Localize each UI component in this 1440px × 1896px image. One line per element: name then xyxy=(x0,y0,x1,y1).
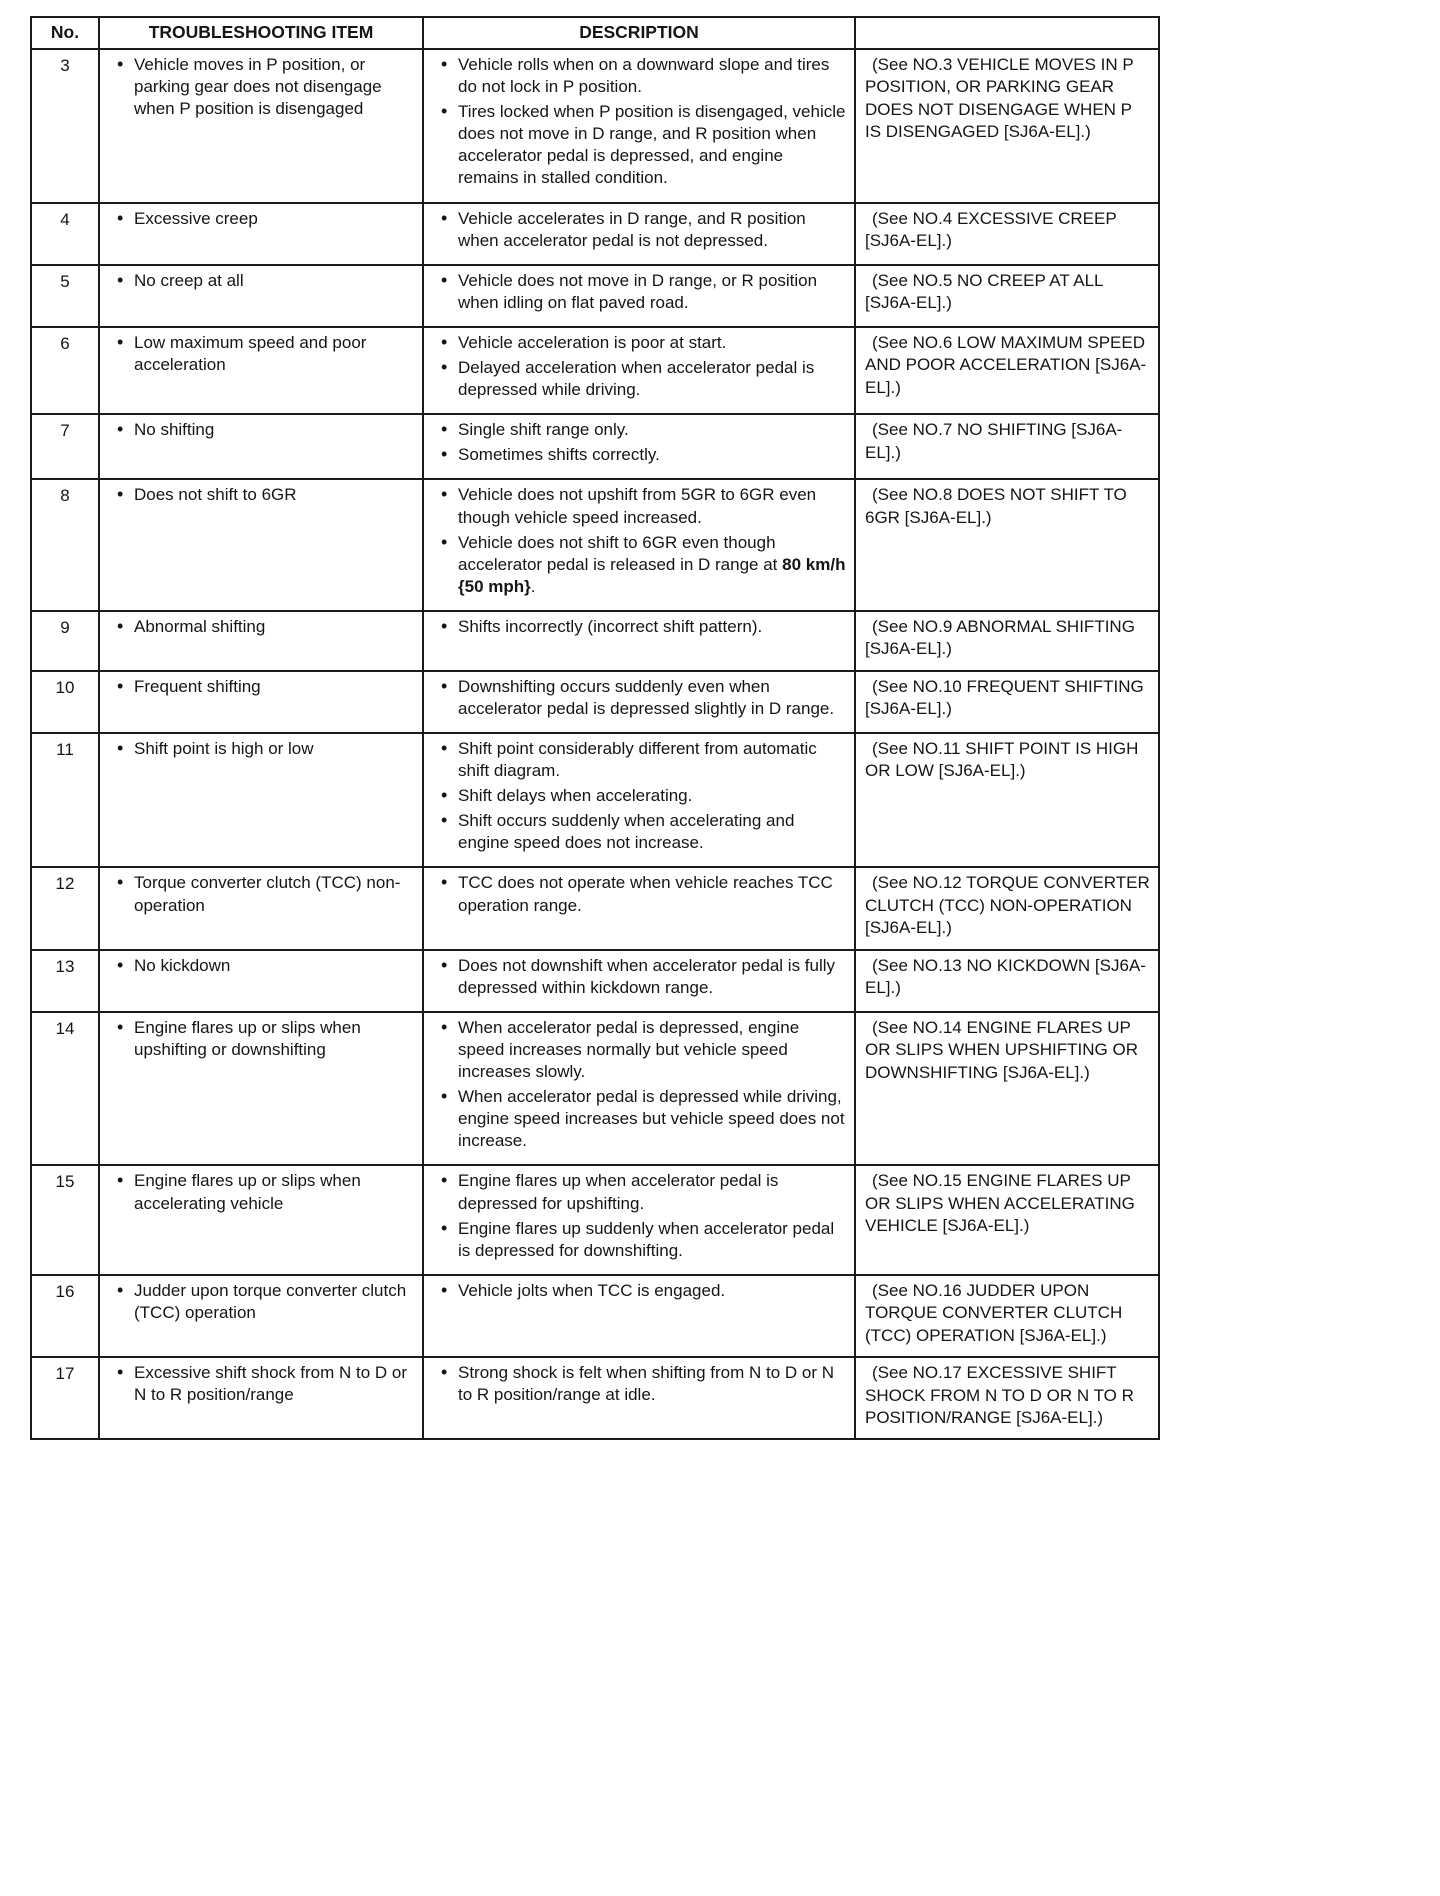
reference-cell: (See NO.13 NO KICKDOWN [SJ6A-EL].) xyxy=(855,950,1159,1012)
bullet-item: • Shifts incorrectly (incorrect shift pattern). xyxy=(458,616,846,638)
item-list xyxy=(108,54,414,120)
description-list xyxy=(432,738,846,854)
troubleshooting-item-cell xyxy=(99,867,423,949)
troubleshooting-item-cell xyxy=(99,414,423,479)
troubleshooting-item-cell xyxy=(99,1165,423,1274)
row-number: 8 xyxy=(31,479,99,610)
table-row xyxy=(31,671,1159,733)
reference-cell: (See NO.7 NO SHIFTING [SJ6A-EL].) xyxy=(855,414,1159,479)
header-reference xyxy=(855,17,1159,49)
table-row xyxy=(31,1357,1159,1439)
description-cell xyxy=(423,414,855,479)
bullet-item: • Strong shock is felt when shifting from N to D or N to R position/range at idle. xyxy=(458,1362,846,1406)
bullet-item: • Vehicle moves in P position, or parking gear does not disengage when P position is disengaged xyxy=(134,54,414,120)
description-list xyxy=(432,484,846,597)
description-cell xyxy=(423,265,855,327)
item-list xyxy=(108,208,414,230)
bullet-item: • Frequent shifting xyxy=(134,676,414,698)
description-list xyxy=(432,54,846,190)
row-number: 7 xyxy=(31,414,99,479)
bullet-item: • Engine flares up suddenly when accelerator pedal is depressed for downshifting. xyxy=(458,1218,846,1262)
troubleshooting-item-cell xyxy=(99,1357,423,1439)
bullet-item: • Shift point considerably different from automatic shift diagram. xyxy=(458,738,846,782)
description-list xyxy=(432,1170,846,1261)
table-header xyxy=(31,17,1159,49)
description-list xyxy=(432,1362,846,1406)
table-row xyxy=(31,414,1159,479)
reference-cell: (See NO.6 LOW MAXIMUM SPEED AND POOR ACCELERATION [SJ6A-EL].) xyxy=(855,327,1159,414)
reference-cell: (See NO.5 NO CREEP AT ALL [SJ6A-EL].) xyxy=(855,265,1159,327)
description-cell xyxy=(423,867,855,949)
item-list xyxy=(108,484,414,506)
item-list xyxy=(108,419,414,441)
bullet-item: • Vehicle does not upshift from 5GR to 6GR even though vehicle speed increased. xyxy=(458,484,846,528)
troubleshooting-item-cell xyxy=(99,671,423,733)
reference-cell: (See NO.15 ENGINE FLARES UP OR SLIPS WHEN ACCELERATING VEHICLE [SJ6A-EL].) xyxy=(855,1165,1159,1274)
table-row xyxy=(31,611,1159,671)
bullet-item: • When accelerator pedal is depressed, engine speed increases normally but vehicle speed increases slowly. xyxy=(458,1017,846,1083)
troubleshooting-item-cell xyxy=(99,327,423,414)
bullet-item: • Low maximum speed and poor acceleration xyxy=(134,332,414,376)
table-row xyxy=(31,1012,1159,1166)
description-cell xyxy=(423,203,855,265)
bullet-item: • Engine flares up when accelerator pedal is depressed for upshifting. xyxy=(458,1170,846,1214)
description-cell xyxy=(423,671,855,733)
row-number: 5 xyxy=(31,265,99,327)
bullet-item: • Shift delays when accelerating. xyxy=(458,785,846,807)
reference-cell: (See NO.17 EXCESSIVE SHIFT SHOCK FROM N TO D OR N TO R POSITION/RANGE [SJ6A-EL].) xyxy=(855,1357,1159,1439)
bullet-item: • When accelerator pedal is depressed while driving, engine speed increases but vehicle speed does not increase. xyxy=(458,1086,846,1152)
row-number: 12 xyxy=(31,867,99,949)
description-cell xyxy=(423,327,855,414)
bullet-item: • No creep at all xyxy=(134,270,414,292)
item-list xyxy=(108,1170,414,1214)
header-row xyxy=(31,17,1159,49)
description-list xyxy=(432,270,846,314)
row-number: 11 xyxy=(31,733,99,867)
bullet-item: • No shifting xyxy=(134,419,414,441)
header-troubleshooting-item: TROUBLESHOOTING ITEM xyxy=(99,17,423,49)
bullet-item: • Sometimes shifts correctly. xyxy=(458,444,846,466)
table-body xyxy=(31,49,1159,1439)
row-number: 9 xyxy=(31,611,99,671)
bullet-item: • Engine flares up or slips when accelerating vehicle xyxy=(134,1170,414,1214)
description-cell xyxy=(423,479,855,610)
reference-cell: (See NO.8 DOES NOT SHIFT TO 6GR [SJ6A-EL].) xyxy=(855,479,1159,610)
table-row xyxy=(31,203,1159,265)
description-cell xyxy=(423,733,855,867)
item-list xyxy=(108,270,414,292)
bullet-item: • Judder upon torque converter clutch (TCC) operation xyxy=(134,1280,414,1324)
bullet-item: • Excessive shift shock from N to D or N to R position/range xyxy=(134,1362,414,1406)
description-cell xyxy=(423,1275,855,1357)
bullet-item: • Vehicle acceleration is poor at start. xyxy=(458,332,846,354)
reference-cell: (See NO.9 ABNORMAL SHIFTING [SJ6A-EL].) xyxy=(855,611,1159,671)
bullet-item: • Does not shift to 6GR xyxy=(134,484,414,506)
bullet-item: • Vehicle accelerates in D range, and R position when accelerator pedal is not depressed. xyxy=(458,208,846,252)
troubleshooting-item-cell xyxy=(99,479,423,610)
row-number: 13 xyxy=(31,950,99,1012)
row-number: 16 xyxy=(31,1275,99,1357)
item-list xyxy=(108,955,414,977)
item-list xyxy=(108,1362,414,1406)
reference-cell: (See NO.10 FREQUENT SHIFTING [SJ6A-EL].) xyxy=(855,671,1159,733)
table-row xyxy=(31,1165,1159,1274)
description-list xyxy=(432,1017,846,1153)
table-row xyxy=(31,265,1159,327)
description-list xyxy=(432,332,846,401)
header-description: DESCRIPTION xyxy=(423,17,855,49)
item-list xyxy=(108,676,414,698)
row-number: 4 xyxy=(31,203,99,265)
table-row xyxy=(31,479,1159,610)
bullet-item: • Abnormal shifting xyxy=(134,616,414,638)
description-cell xyxy=(423,611,855,671)
troubleshooting-item-cell xyxy=(99,265,423,327)
bullet-item: • Shift occurs suddenly when accelerating and engine speed does not increase. xyxy=(458,810,846,854)
table-row xyxy=(31,733,1159,867)
description-list xyxy=(432,419,846,466)
description-cell xyxy=(423,950,855,1012)
reference-cell: (See NO.14 ENGINE FLARES UP OR SLIPS WHEN UPSHIFTING OR DOWNSHIFTING [SJ6A-EL].) xyxy=(855,1012,1159,1166)
item-list xyxy=(108,1280,414,1324)
table-row xyxy=(31,867,1159,949)
table-row xyxy=(31,327,1159,414)
bullet-item: • No kickdown xyxy=(134,955,414,977)
row-number: 6 xyxy=(31,327,99,414)
troubleshooting-item-cell xyxy=(99,733,423,867)
bullet-item: • TCC does not operate when vehicle reaches TCC operation range. xyxy=(458,872,846,916)
item-list xyxy=(108,738,414,760)
description-cell xyxy=(423,1357,855,1439)
table-row xyxy=(31,1275,1159,1357)
row-number: 3 xyxy=(31,49,99,203)
description-list xyxy=(432,1280,846,1302)
item-list xyxy=(108,616,414,638)
bullet-item: • Excessive creep xyxy=(134,208,414,230)
description-list xyxy=(432,955,846,999)
bullet-item: • Vehicle does not shift to 6GR even though accelerator pedal is released in D range at 80 km/h {50 mph}. xyxy=(458,532,846,598)
row-number: 15 xyxy=(31,1165,99,1274)
bullet-item: • Tires locked when P position is disengaged, vehicle does not move in D range, and R position when accelerator pedal is depressed, and engine remains in stalled condition. xyxy=(458,101,846,189)
reference-cell: (See NO.3 VEHICLE MOVES IN P POSITION, OR PARKING GEAR DOES NOT DISENGAGE WHEN P IS DISENGAGED [SJ6A-EL].) xyxy=(855,49,1159,203)
bullet-item: • Single shift range only. xyxy=(458,419,846,441)
description-list xyxy=(432,872,846,916)
troubleshooting-item-cell xyxy=(99,611,423,671)
description-list xyxy=(432,676,846,720)
bullet-item: • Torque converter clutch (TCC) non-operation xyxy=(134,872,414,916)
row-number: 10 xyxy=(31,671,99,733)
troubleshooting-item-cell xyxy=(99,1275,423,1357)
description-list xyxy=(432,616,846,638)
description-list xyxy=(432,208,846,252)
reference-cell: (See NO.12 TORQUE CONVERTER CLUTCH (TCC) NON-OPERATION [SJ6A-EL].) xyxy=(855,867,1159,949)
reference-cell: (See NO.11 SHIFT POINT IS HIGH OR LOW [SJ6A-EL].) xyxy=(855,733,1159,867)
table-row xyxy=(31,49,1159,203)
bullet-item: • Shift point is high or low xyxy=(134,738,414,760)
header-no: No. xyxy=(31,17,99,49)
troubleshooting-table xyxy=(30,16,1160,1440)
description-cell xyxy=(423,1012,855,1166)
bullet-item: • Vehicle rolls when on a downward slope and tires do not lock in P position. xyxy=(458,54,846,98)
description-cell xyxy=(423,49,855,203)
table-row xyxy=(31,950,1159,1012)
item-list xyxy=(108,1017,414,1061)
bullet-item: • Downshifting occurs suddenly even when accelerator pedal is depressed slightly in D range. xyxy=(458,676,846,720)
bullet-item: • Vehicle does not move in D range, or R position when idling on flat paved road. xyxy=(458,270,846,314)
description-cell xyxy=(423,1165,855,1274)
item-list xyxy=(108,332,414,376)
bullet-item: • Engine flares up or slips when upshifting or downshifting xyxy=(134,1017,414,1061)
reference-cell: (See NO.16 JUDDER UPON TORQUE CONVERTER CLUTCH (TCC) OPERATION [SJ6A-EL].) xyxy=(855,1275,1159,1357)
row-number: 14 xyxy=(31,1012,99,1166)
item-list xyxy=(108,872,414,916)
bullet-item: • Vehicle jolts when TCC is engaged. xyxy=(458,1280,846,1302)
bullet-item: • Delayed acceleration when accelerator pedal is depressed while driving. xyxy=(458,357,846,401)
troubleshooting-item-cell xyxy=(99,49,423,203)
troubleshooting-item-cell xyxy=(99,950,423,1012)
row-number: 17 xyxy=(31,1357,99,1439)
bullet-item: • Does not downshift when accelerator pedal is fully depressed within kickdown range. xyxy=(458,955,846,999)
reference-cell: (See NO.4 EXCESSIVE CREEP [SJ6A-EL].) xyxy=(855,203,1159,265)
troubleshooting-item-cell xyxy=(99,203,423,265)
troubleshooting-item-cell xyxy=(99,1012,423,1166)
